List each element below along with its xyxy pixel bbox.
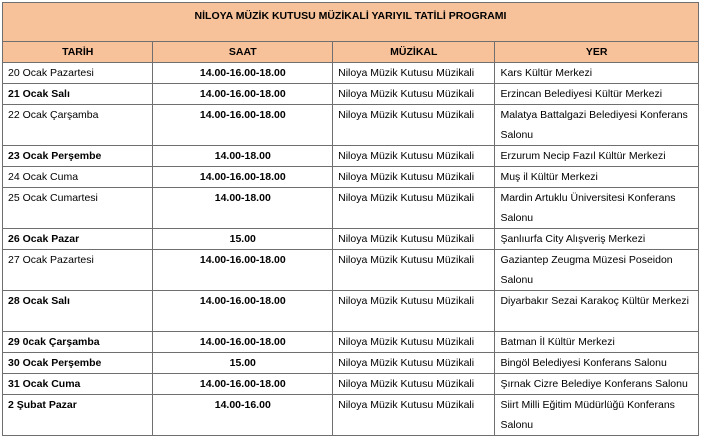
cell-show: Niloya Müzik Kutusu Müzikali bbox=[333, 229, 495, 250]
table-row bbox=[3, 167, 699, 188]
cell-place: Erzincan Belediyesi Kültür Merkezi bbox=[495, 84, 699, 105]
cell-time: 14.00-16.00-18.00 bbox=[153, 332, 333, 353]
cell-time: 14.00-16.00-18.00 bbox=[153, 105, 333, 146]
cell-show: Niloya Müzik Kutusu Müzikali bbox=[333, 146, 495, 167]
cell-time: 14.00-16.00 bbox=[153, 395, 333, 436]
cell-time: 15.00 bbox=[153, 353, 333, 374]
table-row bbox=[3, 291, 699, 332]
cell-show: Niloya Müzik Kutusu Müzikali bbox=[333, 332, 495, 353]
table-row bbox=[3, 332, 699, 353]
cell-place: Erzurum Necip Fazıl Kültür Merkezi bbox=[495, 146, 699, 167]
cell-show: Niloya Müzik Kutusu Müzikali bbox=[333, 105, 495, 146]
cell-date: 29 0cak Çarşamba bbox=[3, 332, 153, 353]
cell-place: Kars Kültür Merkezi bbox=[495, 63, 699, 84]
cell-time: 14.00-16.00-18.00 bbox=[153, 374, 333, 395]
cell-show: Niloya Müzik Kutusu Müzikali bbox=[333, 250, 495, 291]
cell-place: Şırnak Cizre Belediye Konferans Salonu bbox=[495, 374, 699, 395]
table-row bbox=[3, 84, 699, 105]
cell-date: 21 Ocak Salı bbox=[3, 84, 153, 105]
schedule-table bbox=[2, 2, 699, 436]
cell-place: Şanlıurfa City Alışveriş Merkezi bbox=[495, 229, 699, 250]
cell-place: Malatya Battalgazi Belediyesi Konferans Salonu bbox=[495, 105, 699, 146]
title-row bbox=[3, 3, 699, 42]
cell-show: Niloya Müzik Kutusu Müzikali bbox=[333, 188, 495, 229]
cell-time: 14.00-16.00-18.00 bbox=[153, 291, 333, 332]
cell-place: Gaziantep Zeugma Müzesi Poseidon Salonu bbox=[495, 250, 699, 291]
table-title: NİLOYA MÜZİK KUTUSU MÜZİKALİ YARIYIL TATİLİ PROGRAMI bbox=[3, 3, 699, 42]
cell-date: 2 Şubat Pazar bbox=[3, 395, 153, 436]
cell-time: 14.00-16.00-18.00 bbox=[153, 250, 333, 291]
header-row bbox=[3, 42, 699, 63]
header-time: SAAT bbox=[153, 42, 333, 63]
cell-date: 23 Ocak Perşembe bbox=[3, 146, 153, 167]
table-row bbox=[3, 250, 699, 291]
header-place: YER bbox=[495, 42, 699, 63]
cell-show: Niloya Müzik Kutusu Müzikali bbox=[333, 84, 495, 105]
cell-place: Batman İl Kültür Merkezi bbox=[495, 332, 699, 353]
table-row bbox=[3, 105, 699, 146]
table-row bbox=[3, 188, 699, 229]
cell-place: Muş il Kültür Merkezi bbox=[495, 167, 699, 188]
header-show: MÜZİKAL bbox=[333, 42, 495, 63]
cell-date: 30 Ocak Perşembe bbox=[3, 353, 153, 374]
cell-show: Niloya Müzik Kutusu Müzikali bbox=[333, 374, 495, 395]
cell-time: 14.00-18.00 bbox=[153, 188, 333, 229]
cell-time: 14.00-16.00-18.00 bbox=[153, 84, 333, 105]
cell-show: Niloya Müzik Kutusu Müzikali bbox=[333, 395, 495, 436]
cell-place: Mardin Artuklu Üniversitesi Konferans Salonu bbox=[495, 188, 699, 229]
cell-place: Bingöl Belediyesi Konferans Salonu bbox=[495, 353, 699, 374]
cell-show: Niloya Müzik Kutusu Müzikali bbox=[333, 63, 495, 84]
table-row bbox=[3, 395, 699, 436]
cell-time: 14.00-18.00 bbox=[153, 146, 333, 167]
cell-time: 15.00 bbox=[153, 229, 333, 250]
cell-place: Siirt Milli Eğitim Müdürlüğü Konferans Salonu bbox=[495, 395, 699, 436]
cell-place: Diyarbakır Sezai Karakoç Kültür Merkezi bbox=[495, 291, 699, 332]
table-row bbox=[3, 374, 699, 395]
cell-date: 24 Ocak Cuma bbox=[3, 167, 153, 188]
cell-show: Niloya Müzik Kutusu Müzikali bbox=[333, 353, 495, 374]
cell-date: 28 Ocak Salı bbox=[3, 291, 153, 332]
cell-date: 20 Ocak Pazartesi bbox=[3, 63, 153, 84]
table-row bbox=[3, 63, 699, 84]
cell-date: 31 Ocak Cuma bbox=[3, 374, 153, 395]
table-row bbox=[3, 146, 699, 167]
cell-date: 22 Ocak Çarşamba bbox=[3, 105, 153, 146]
cell-date: 27 Ocak Pazartesi bbox=[3, 250, 153, 291]
cell-show: Niloya Müzik Kutusu Müzikali bbox=[333, 167, 495, 188]
table-row bbox=[3, 229, 699, 250]
cell-date: 26 Ocak Pazar bbox=[3, 229, 153, 250]
cell-time: 14.00-16.00-18.00 bbox=[153, 167, 333, 188]
cell-show: Niloya Müzik Kutusu Müzikali bbox=[333, 291, 495, 332]
cell-time: 14.00-16.00-18.00 bbox=[153, 63, 333, 84]
schedule-sheet bbox=[2, 2, 699, 436]
cell-date: 25 Ocak Cumartesi bbox=[3, 188, 153, 229]
table-row bbox=[3, 353, 699, 374]
header-date: TARİH bbox=[3, 42, 153, 63]
